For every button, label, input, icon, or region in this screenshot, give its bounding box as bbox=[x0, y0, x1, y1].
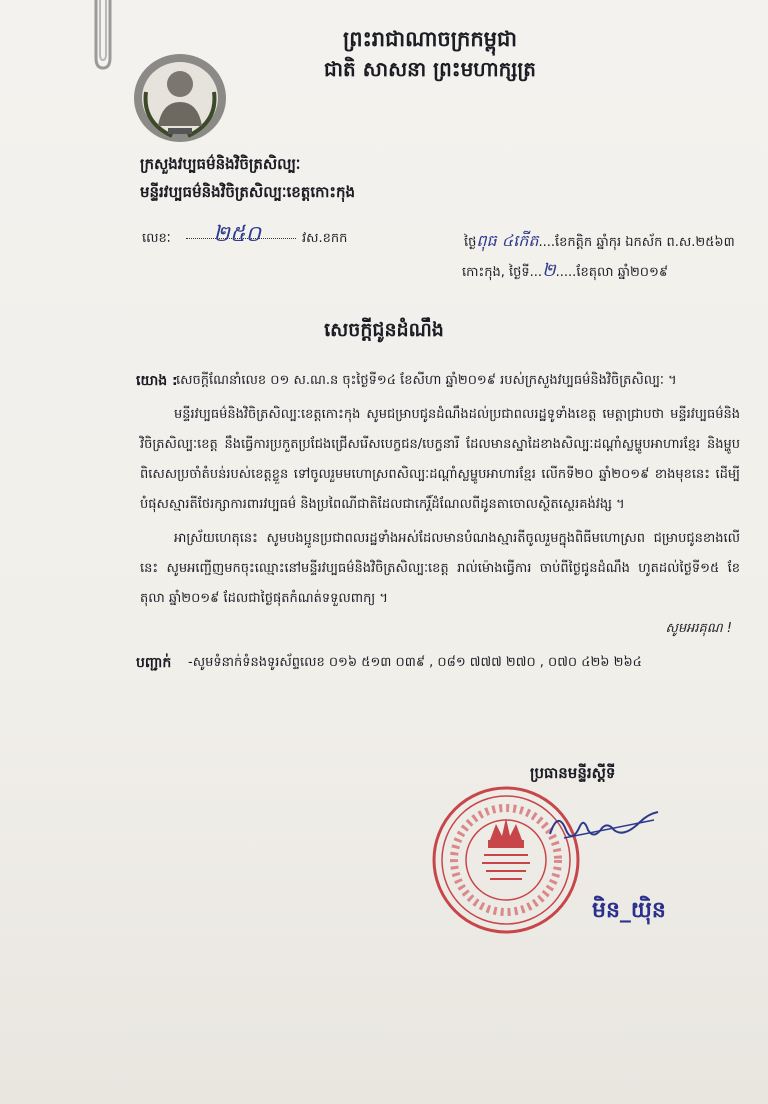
handwritten-signature-icon bbox=[544, 800, 664, 850]
department-name: មន្ទីរវប្បធម៌និងវិចិត្រសិល្បៈខេត្តកោះកុង bbox=[140, 183, 356, 201]
issue-date: កោះកុង, ថ្ងៃទី...២.....ខែតុលា ឆ្នាំ២០១៩ bbox=[462, 260, 669, 281]
paragraph-1: មន្ទីរវប្បធម៌និងវិចិត្រសិល្បៈខេត្តកោះកុង សូមជម្រាបជូនដំណឹងដល់ប្រជាពលរដ្ឋទូទាំងខេត្ត មេត្តាជ្រាបថា មន្ទីរវប្បធម៌និងវិចិត្រសិល្បៈខេត្ត នឹងធ្វើការប្រកួតប្រជែងជ្រើសរើសបេក្ខជន/បេក្ខនារី ដែលមានស្នាដៃខាងសិល្បៈដណ្តាំស្លម្ហូបអាហារខ្មែរ និងម្ហូបពិសេសប្រចាំតំបន់របស់ខេត្តខ្លួន ទៅចូលរួមមហោស្រពសិល្បៈដណ្តាំស្លម្ហូបអាហារខ្មែរ លើកទី២០ ឆ្នាំ២០១៩ ខាងមុខនេះ ដើម្បីបំផុសស្មារតីថែរក្សាការពារវប្បធម៌ និងប្រពៃណីជាតិដែលជាកេរ្តិ៍ដំណែលពីដូនតាចោលស្ថិតស្ថេរគង់វង្ស ។ bbox=[140, 407, 740, 512]
national-motto: ជាតិ សាសនា ព្រះមហាក្សត្រ bbox=[324, 57, 536, 81]
paper-clip-icon bbox=[88, 0, 118, 72]
kingdom-header bbox=[250, 24, 610, 84]
issue-date-rest: ខែតុលា ឆ្នាំ២០១៩ bbox=[576, 265, 669, 280]
lunar-date-handwritten: ពុធ ៤កើត bbox=[476, 231, 539, 250]
issue-date-handwritten: ២ bbox=[542, 260, 556, 281]
signer-name: មិន_យ៉ិន bbox=[592, 898, 666, 923]
ministry-emblem-icon bbox=[132, 52, 228, 146]
note-label: បញ្ជាក់ bbox=[136, 655, 172, 671]
thanks-line: សូមអរគុណ ! bbox=[665, 621, 732, 636]
lunar-date-prefix: ថ្ងៃ bbox=[464, 235, 477, 250]
lunar-date-rest: ខែកត្តិក ឆ្នាំកុរ ឯកស័ក ព.ស.២៥៦៣ bbox=[555, 235, 735, 250]
director-title: ប្រធានមន្ទីរស្តីទី bbox=[530, 764, 616, 782]
note-row bbox=[136, 648, 740, 678]
kingdom-title: ព្រះរាជាណាចក្រកម្ពុជា bbox=[342, 27, 517, 51]
lunar-date: ថ្ងៃពុធ ៤កើត....ខែកត្តិក ឆ្នាំកុរ ឯកស័ក ព.ស.២៥៦៣ bbox=[464, 231, 735, 250]
paragraph-2: អាស្រ័យហេតុនេះ សូមបងប្អូនប្រជាពលរដ្ឋទាំងអស់ដែលមានបំណងស្មារតីចូលរួមក្នុងពិធីមហោស្រព ជម្រាបជូនខាងលើនេះ សូមអញ្ជើញមកចុះឈ្មោះនៅមន្ទីរវប្បធម៌និងវិចិត្រសិល្បៈខេត្ត រាល់ម៉ោងធ្វើការ ចាប់ពីថ្ងៃជូនដំណឹង ហូតដល់ថ្ងៃទី១៥ ខែតុលា ឆ្នាំ២០១៩ ដែលជាថ្ងៃផុតកំណត់ទទួលពាក្យ ។ bbox=[140, 531, 740, 606]
reference-row-text: សេចក្តីណែនាំលេខ ០១ ស.ណ.ន ចុះថ្ងៃទី១៤ ខែសីហា ឆ្នាំ២០១៩ របស់ក្រសួងវប្បធម៌និងវិចិត្រសិល្បៈ ។ bbox=[176, 373, 677, 388]
note-text: -សូមទំនាក់ទំនងទូរស័ព្ទលេខ ០១៦ ៥១៣ ០៣៩ , ០៨១ ៧៧៧ ២៧០ , ០៧០ ៤២៦ ២៦៤ bbox=[188, 655, 642, 670]
notice-body bbox=[136, 366, 740, 678]
reference-row-label: យោង : bbox=[136, 373, 178, 389]
issue-date-prefix: កោះកុង, ថ្ងៃទី bbox=[462, 265, 530, 280]
reference-row bbox=[136, 366, 740, 396]
reference-suffix: វស.ខកក bbox=[302, 231, 348, 246]
issuing-authority bbox=[140, 150, 560, 206]
reference-label: លេខៈ bbox=[142, 231, 171, 246]
reference-line bbox=[142, 222, 735, 254]
reference-number: ២៥០ bbox=[213, 222, 261, 247]
ministry-name: ក្រសួងវប្បធម៌និងវិចិត្រសិល្បៈ bbox=[140, 155, 301, 173]
notice-title: សេចក្តីជូនដំណឹង bbox=[324, 319, 444, 341]
